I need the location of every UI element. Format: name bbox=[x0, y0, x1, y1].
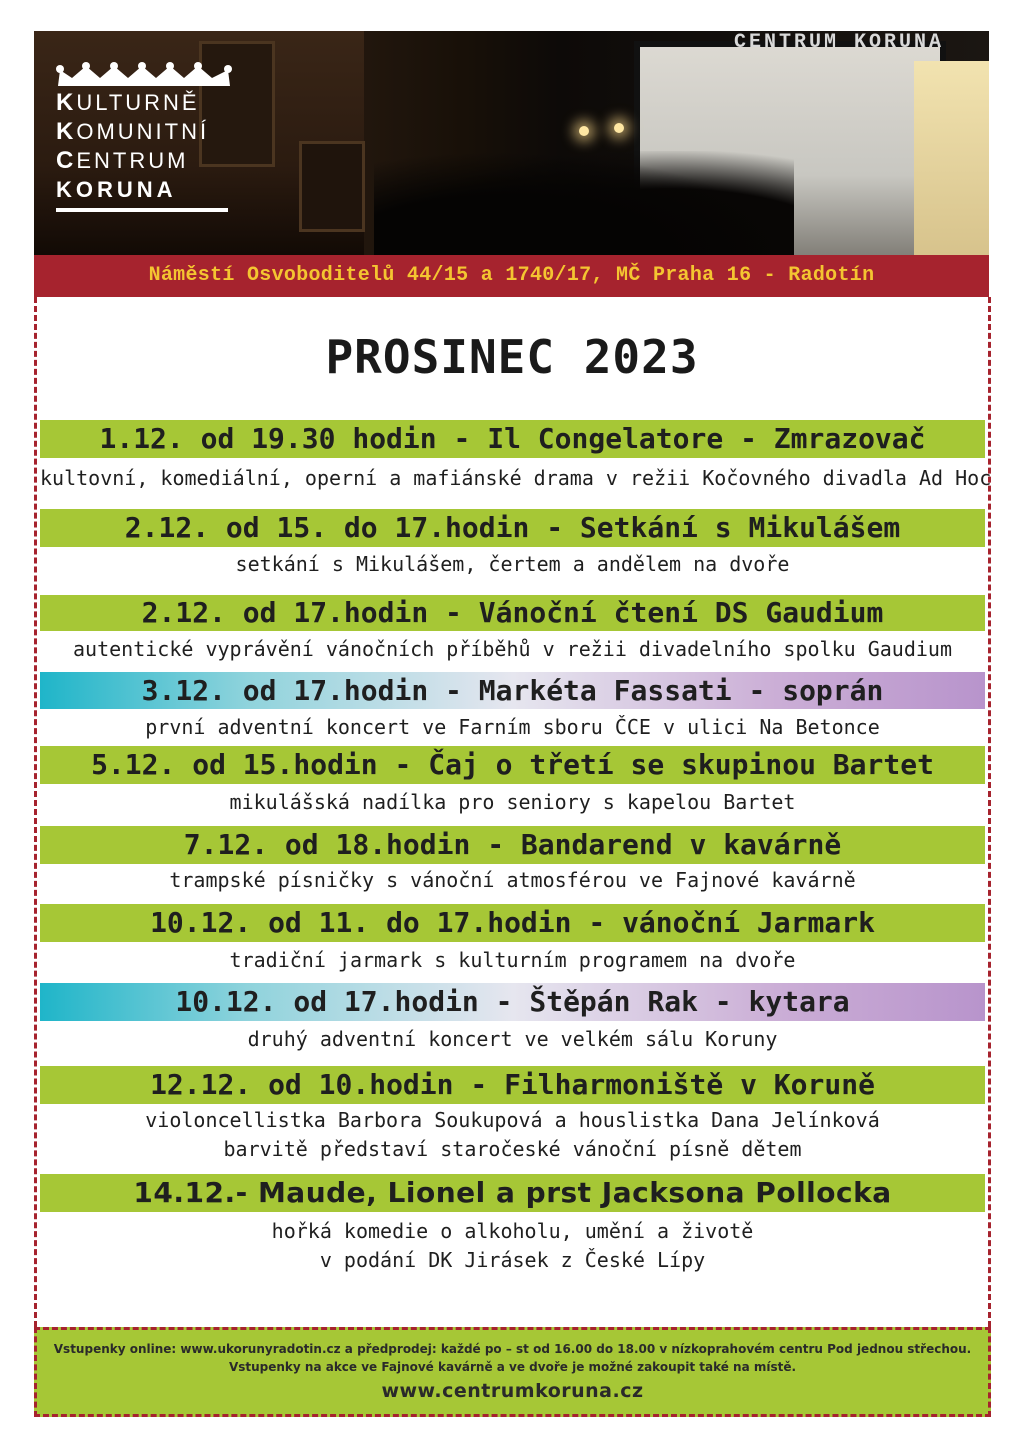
logo bbox=[56, 62, 236, 212]
logo-underline bbox=[56, 208, 228, 212]
event-description: v podání DK Jirásek z České Lípy bbox=[319, 1248, 706, 1272]
event-heading: 10.12. od 11. do 17.hodin - vánoční Jarmark bbox=[40, 904, 985, 942]
event-description: první adventní koncert ve Farním sboru ČCE v ulici Na Betonce bbox=[145, 715, 880, 739]
event-heading: 5.12. od 15.hodin - Čaj o třetí se skupinou Bartet bbox=[40, 746, 985, 784]
event-heading: 2.12. od 15. do 17.hodin - Setkání s Mikulášem bbox=[40, 509, 985, 547]
event-description: tradiční jarmark s kulturním programem na dvoře bbox=[229, 948, 796, 972]
event-heading: 7.12. od 18.hodin - Bandarend v kavárně bbox=[40, 826, 985, 864]
crown-icon bbox=[56, 62, 232, 88]
logo-line: KORUNA bbox=[56, 177, 177, 202]
event-heading-concert: 10.12. od 17.hodin - Štěpán Rak - kytara bbox=[40, 983, 985, 1021]
ticket-info-onsite: Vstupenky na akce ve Fajnové kavárně a ve dvoře je možné zakoupit také na místě. bbox=[228, 1360, 797, 1374]
page-title: PROSINEC 2023 bbox=[325, 330, 699, 384]
lamp bbox=[579, 126, 589, 136]
event-description: kultovní, komediální, operní a mafiánské drama v režii Kočovného divadla Ad Hoc bbox=[40, 466, 992, 490]
logo-line: CENTRUM bbox=[56, 147, 189, 174]
event-heading: 1.12. od 19.30 hodin - Il Congelatore - Zmrazovač bbox=[40, 420, 985, 458]
lamp bbox=[614, 123, 624, 133]
event-heading: 12.12. od 10.hodin - Filharmoniště v Koruně bbox=[40, 1066, 985, 1104]
event-description: hořká komedie o alkoholu, umění a životě bbox=[271, 1219, 754, 1243]
header-photo bbox=[34, 31, 989, 255]
event-description: barvitě představí staročeské vánoční písně dětem bbox=[223, 1137, 802, 1161]
logo-line: KOMUNITNÍ bbox=[56, 118, 210, 145]
event-description: violoncellistka Barbora Soukupová a houslistka Dana Jelínková bbox=[145, 1108, 880, 1132]
event-description: mikulášská nadílka pro seniory s kapelou Bartet bbox=[229, 790, 796, 814]
event-description: druhý adventní koncert ve velkém sálu Koruny bbox=[247, 1027, 778, 1051]
building-sign: CENTRUM KORUNA bbox=[734, 31, 945, 54]
logo-line: KULTURNĚ bbox=[56, 89, 200, 116]
event-description: trampské písničky s vánoční atmosférou ve Fajnové kavárně bbox=[169, 868, 856, 892]
event-description: autentické vyprávění vánočních příběhů v režii divadelního spolku Gaudium bbox=[73, 637, 952, 661]
event-heading: 2.12. od 17.hodin - Vánoční čtení DS Gaudium bbox=[40, 595, 985, 631]
building-window bbox=[299, 141, 365, 232]
event-heading-concert: 3.12. od 17.hodin - Markéta Fassati - soprán bbox=[40, 672, 985, 709]
address-band: Náměstí Osvoboditelů 44/15 a 1740/17, MČ Praha 16 - Radotín bbox=[34, 255, 989, 297]
crowd-silhouette bbox=[374, 151, 794, 255]
ticket-info-footer bbox=[34, 1327, 991, 1417]
shop-window bbox=[914, 61, 989, 255]
ticket-info-online: Vstupenky online: www.ukorunyradotin.cz a předprodej: každé po – st od 16.00 do 18.00 v nízkoprahovém centru Pod jednou střechou. bbox=[53, 1342, 972, 1356]
event-description: setkání s Mikulášem, čertem a andělem na dvoře bbox=[235, 552, 790, 576]
event-heading: 14.12.- Maude, Lionel a prst Jacksona Pollocka bbox=[40, 1174, 985, 1212]
website-link[interactable]: www.centrumkoruna.cz bbox=[381, 1380, 644, 1402]
